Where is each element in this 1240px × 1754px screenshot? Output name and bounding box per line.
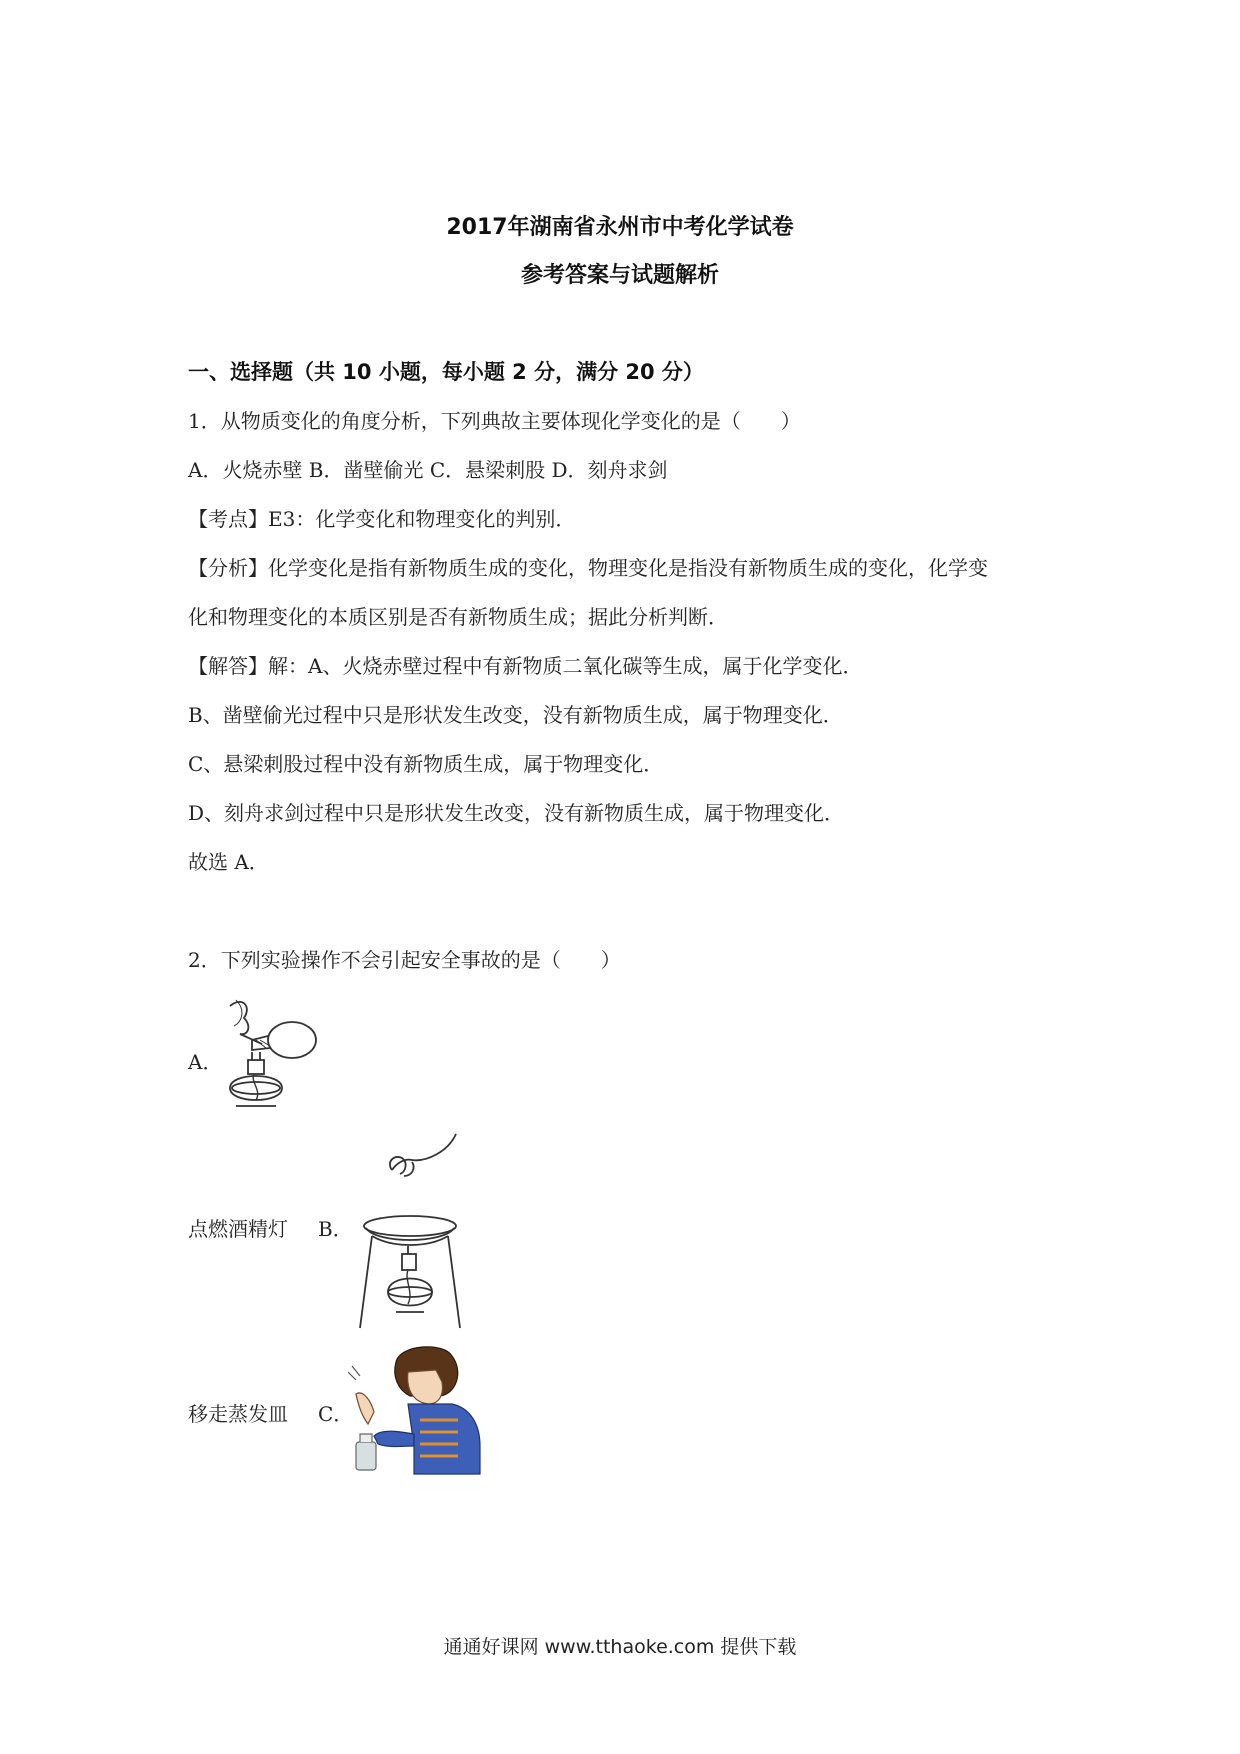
q1-analysis-line2: 化和物理变化的本质区别是否有新物质生成；据此分析判断．: [188, 605, 728, 629]
q1-options: A．火烧赤壁 B．凿壁偷光 C．悬梁刺股 D．刻舟求剑: [188, 458, 668, 482]
q1-solution-line1: 【解答】解：A、火烧赤壁过程中有新物质二氧化碳等生成，属于化学变化．: [188, 654, 863, 678]
page-subtitle: 参考答案与试题解析: [520, 263, 719, 288]
q2-option-c-letter: C．: [318, 1402, 354, 1426]
section-heading-choice: 一、选择题（共 10 小题，每小题 2 分，满分 20 分）: [188, 360, 704, 384]
q1-solution-line2: B、凿壁偷光过程中只是形状发生改变，没有新物质生成，属于物理变化．: [188, 703, 843, 727]
page-title: 2017年湖南省永州市中考化学试卷: [446, 215, 794, 240]
alcohol-lamp-lighting-figure: [222, 996, 332, 1118]
smelling-gas-figure: [348, 1342, 490, 1484]
q1-answer: 故选 A．: [188, 850, 269, 874]
q2-stem: 2．下列实验操作不会引起安全事故的是（ ）: [188, 948, 621, 972]
q1-solution-line4: D、刻舟求剑过程中只是形状发生改变，没有新物质生成，属于物理变化．: [188, 801, 845, 825]
q1-kaodian: 【考点】E3：化学变化和物理变化的判别．: [188, 507, 576, 531]
q1-stem: 1．从物质变化的角度分析，下列典故主要体现化学变化的是（ ）: [188, 409, 801, 433]
q1-solution-line3: C、悬梁刺股过程中没有新物质生成，属于物理变化．: [188, 752, 664, 776]
q2-option-b-caption: 移走蒸发皿: [188, 1402, 288, 1426]
footer-text: 通通好课网 www.tthaoke.com 提供下载: [443, 1636, 797, 1658]
q2-option-a-caption: 点燃酒精灯: [188, 1217, 288, 1241]
q1-analysis-line1: 【分析】化学变化是指有新物质生成的变化，物理变化是指没有新物质生成的变化，化学变: [188, 556, 988, 580]
evaporating-dish-figure: [352, 1132, 470, 1338]
q2-option-a-letter: A．: [188, 1050, 223, 1074]
q2-option-b-letter: B．: [318, 1217, 353, 1241]
